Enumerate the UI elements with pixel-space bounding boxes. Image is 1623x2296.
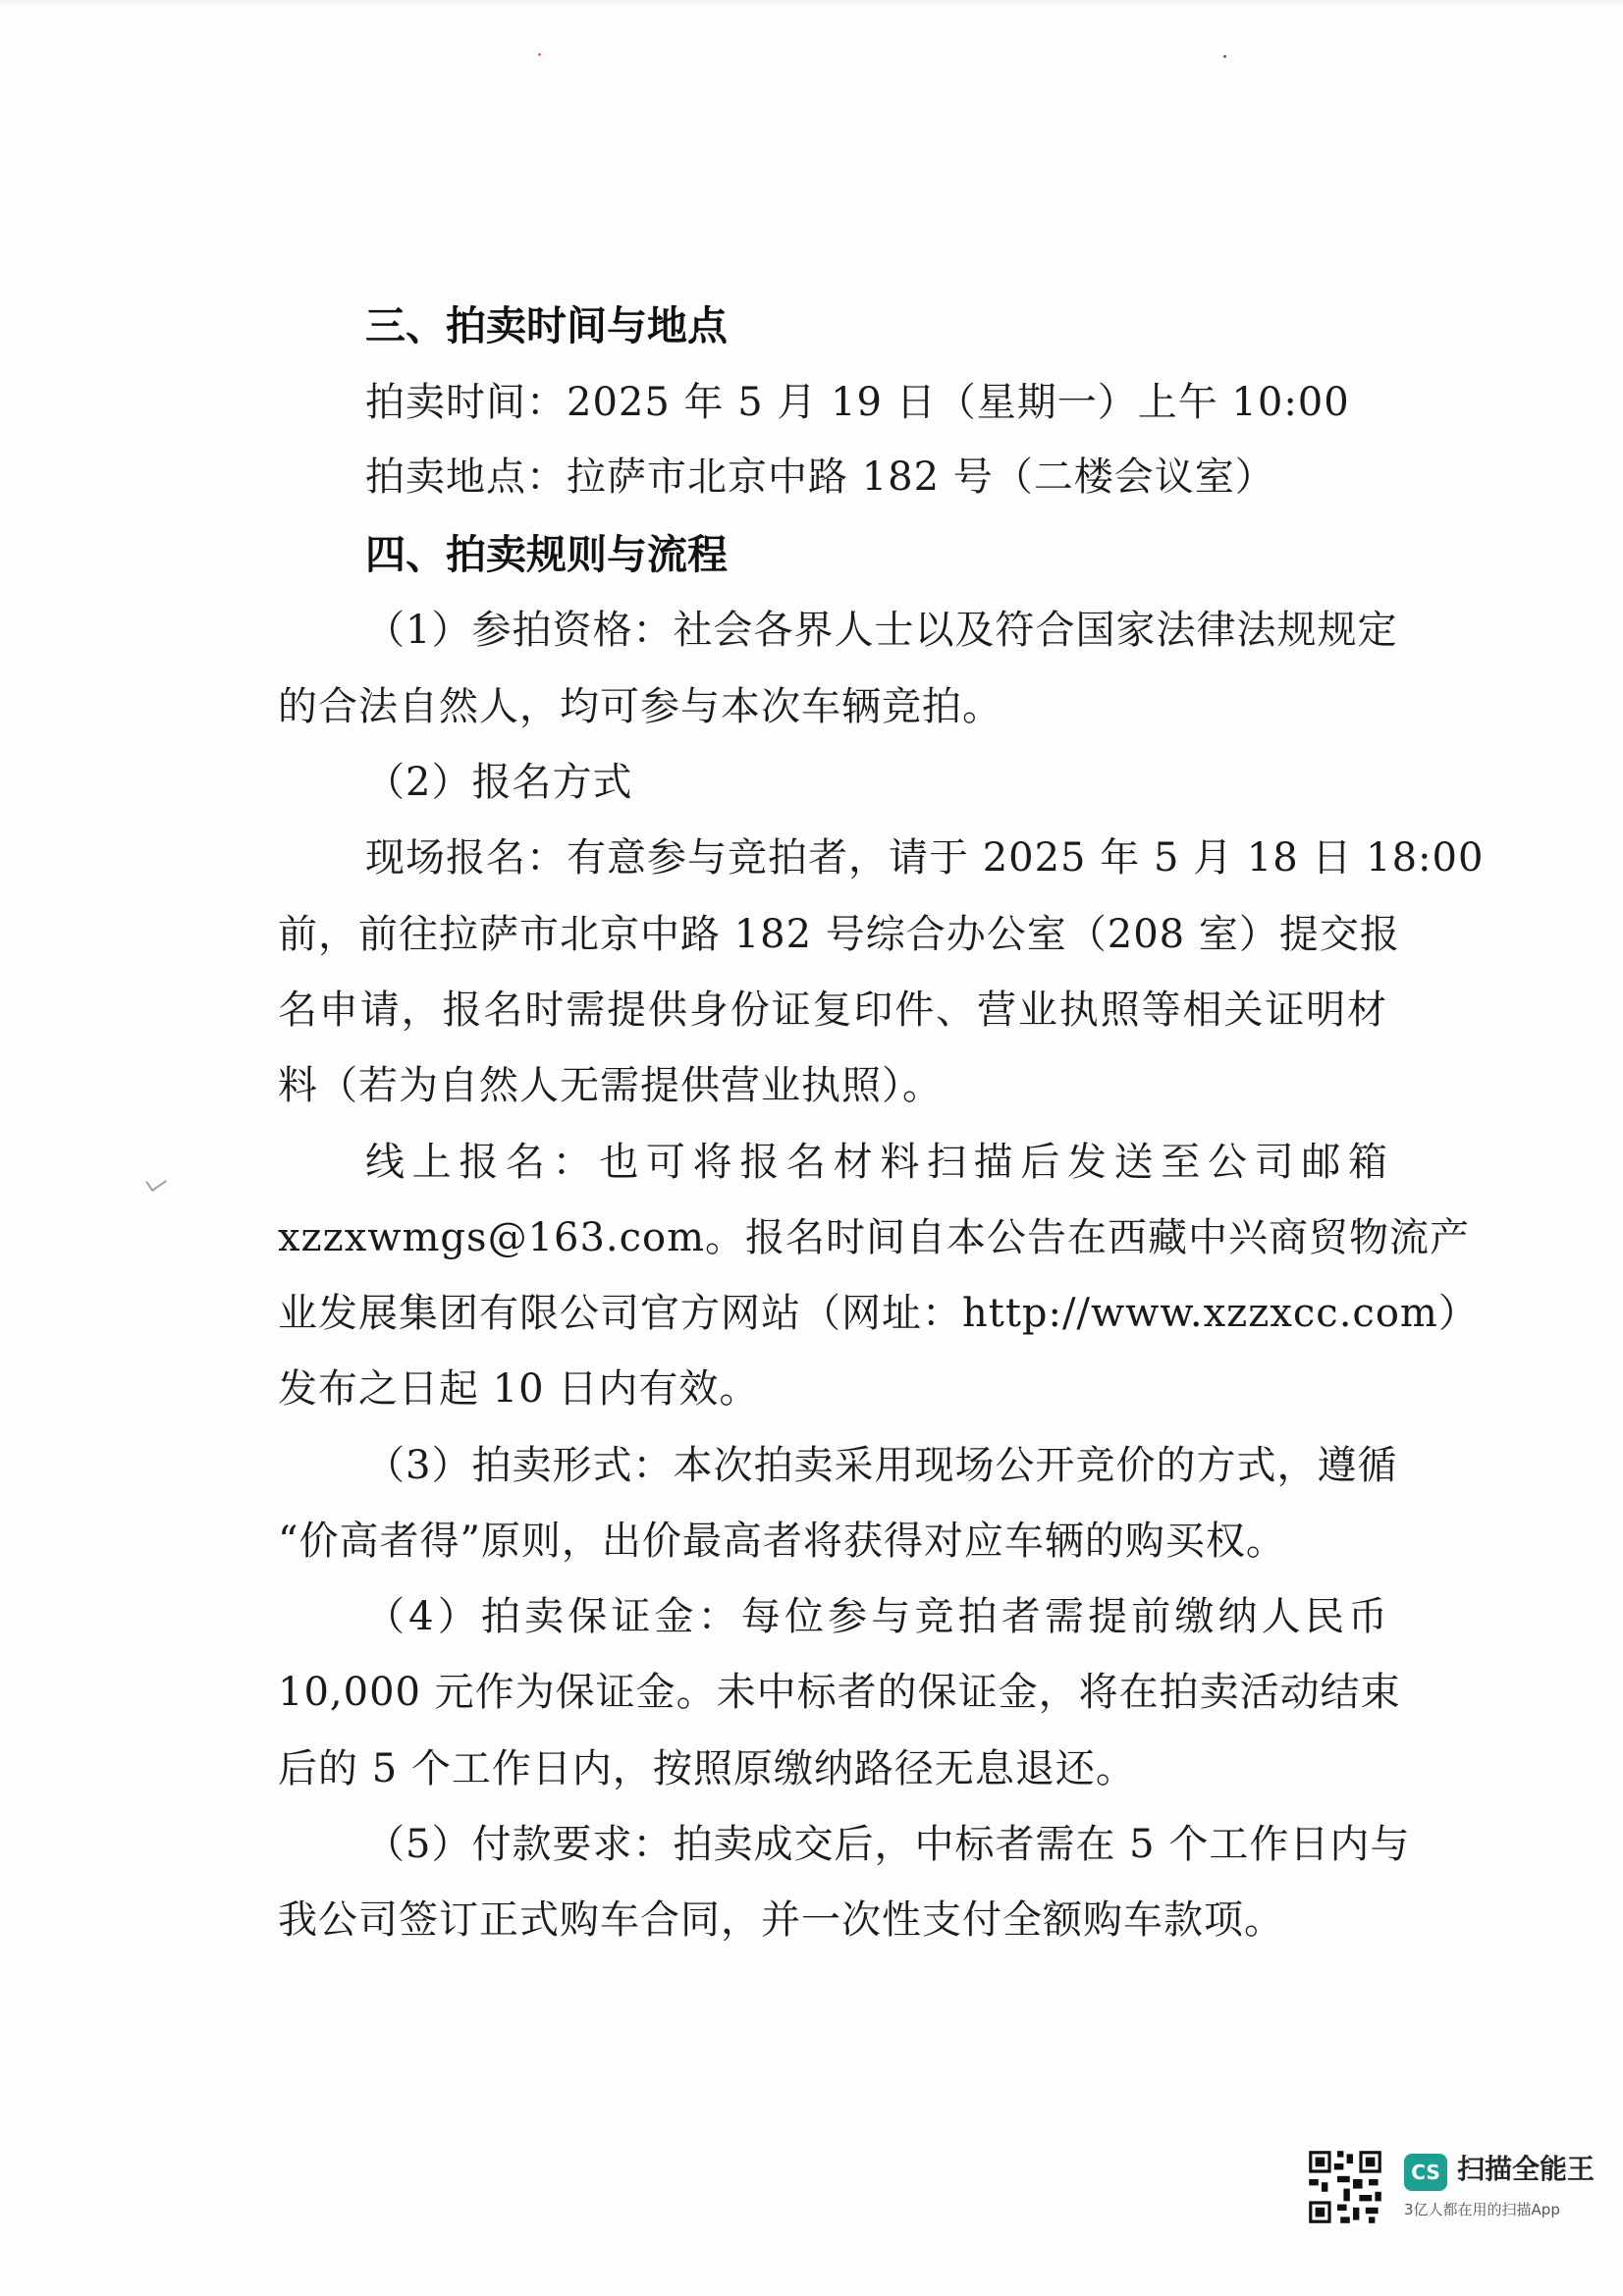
qr-code-icon (1306, 2148, 1384, 2226)
camscanner-watermark (1306, 2148, 1600, 2256)
item-2-title: （2）报名方式 (365, 760, 633, 805)
item-4-line-1: （4）拍卖保证金：每位参与竞拍者需提前缴纳人民币 (365, 1594, 1388, 1639)
auction-time: 拍卖时间：2025 年 5 月 19 日（星期一）上午 10:00 (365, 380, 1350, 425)
item-5-line-2: 我公司签订正式购车合同，并一次性支付全额购车款项。 (278, 1897, 1284, 1943)
auction-place: 拍卖地点：拉萨市北京中路 182 号（二楼会议室） (365, 454, 1275, 500)
item-4-line-2: 10,000 元作为保证金。未中标者的保证金，将在拍卖活动结束 (278, 1670, 1401, 1715)
online-registration-line-4: 发布之日起 10 日内有效。 (278, 1366, 760, 1412)
scan-edge (0, 0, 1623, 8)
camscanner-logo-icon: CS (1404, 2154, 1447, 2191)
watermark-title: 扫描全能王 (1457, 2153, 1596, 2185)
item-5-line-1: （5）付款要求：拍卖成交后，中标者需在 5 个工作日内与 (365, 1822, 1411, 1867)
item-1-line-2: 的合法自然人，均可参与本次车辆竞拍。 (278, 684, 1002, 729)
item-1-line-1: （1）参拍资格：社会各界人士以及符合国家法律法规规定 (365, 608, 1398, 653)
onsite-registration-line-1: 现场报名：有意参与竞拍者，请于 2025 年 5 月 18 日 18:00 (365, 835, 1485, 881)
margin-mark (145, 1172, 167, 1192)
online-registration-line-2: xzzxwmgs@163.com。报名时间自本公告在西藏中兴商贸物流产 (278, 1215, 1471, 1260)
item-4-line-3: 后的 5 个工作日内，按照原缴纳路径无息退还。 (278, 1746, 1136, 1791)
online-registration-line-1: 线上报名：也可将报名材料扫描后发送至公司邮箱 (365, 1140, 1388, 1185)
onsite-registration-line-2: 前，前往拉萨市北京中路 182 号综合办公室（208 室）提交报 (278, 912, 1400, 957)
onsite-registration-line-3: 名申请，报名时需提供身份证复印件、营业执照等相关证明材 (278, 988, 1387, 1033)
item-3-line-1: （3）拍卖形式：本次拍卖采用现场公开竞价的方式，遵循 (365, 1443, 1398, 1488)
section-3-heading: 三、拍卖时间与地点 (365, 302, 728, 349)
section-4-heading: 四、拍卖规则与流程 (365, 531, 728, 578)
onsite-registration-line-4: 料（若为自然人无需提供营业执照）。 (278, 1063, 943, 1108)
scan-speck (1223, 55, 1226, 58)
watermark-subtitle: 3亿人都在用的扫描App (1404, 2201, 1560, 2218)
online-registration-line-3: 业发展集团有限公司官方网站（网址：http://www.xzzxcc.com） (278, 1291, 1479, 1336)
item-3-line-2: “价高者得”原则，出价最高者将获得对应车辆的购买权。 (278, 1519, 1286, 1564)
scan-speck (538, 53, 541, 56)
